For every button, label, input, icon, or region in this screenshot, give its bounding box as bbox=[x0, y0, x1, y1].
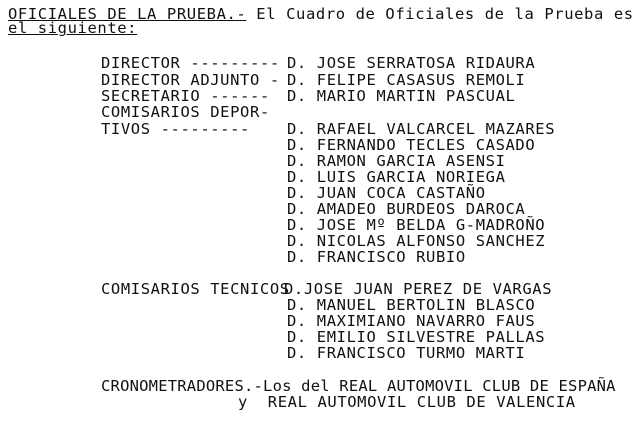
name-comisario-deportivo: D. LUIS GARCIA NORIEGA bbox=[287, 168, 506, 186]
name-director: D. JOSE SERRATOSA RIDAURA bbox=[287, 54, 536, 72]
name-comisario-deportivo: D. FERNANDO TECLES CASADO bbox=[287, 136, 536, 154]
intro-line-2: el siguiente: bbox=[8, 19, 138, 37]
name-secretario: D. MARIO MARTIN PASCUAL bbox=[287, 87, 516, 105]
name-comisario-deportivo: D. RAMON GARCIA ASENSI bbox=[287, 152, 506, 170]
name-comisario-tecnico: D.JOSE JUAN PEREZ DE VARGAS bbox=[284, 280, 553, 298]
name-comisario-tecnico: D. FRANCISCO TURMO MARTI bbox=[287, 344, 526, 362]
role-director: DIRECTOR --------- bbox=[101, 54, 280, 72]
name-comisario-tecnico: D. MANUEL BERTOLIN BLASCO bbox=[287, 296, 536, 314]
name-director-adjunto: D. FELIPE CASASUS REMOLI bbox=[287, 71, 526, 89]
intro-text: El Cuadro de Oficiales de la Prueba es bbox=[246, 5, 634, 23]
role-comisarios-deportivos-2: TIVOS --------- bbox=[101, 120, 250, 138]
role-secretario: SECRETARIO ------ bbox=[101, 87, 270, 105]
name-comisario-deportivo: D. NICOLAS ALFONSO SANCHEZ bbox=[287, 232, 546, 250]
cronometradores-line-2: y REAL AUTOMOVIL CLUB DE VALENCIA bbox=[238, 393, 576, 411]
name-comisario-deportivo: D. RAFAEL VALCARCEL MAZARES bbox=[287, 120, 556, 138]
cronometradores-line-1: CRONOMETRADORES.-Los del REAL AUTOMOVIL CLUB DE ESPAÑA bbox=[101, 377, 616, 395]
name-comisario-tecnico: D. EMILIO SILVESTRE PALLAS bbox=[287, 328, 546, 346]
name-comisario-tecnico: D. MAXIMIANO NAVARRO FAUS bbox=[287, 312, 536, 330]
role-director-adjunto: DIRECTOR ADJUNTO - bbox=[101, 71, 280, 89]
role-comisarios-tecnicos: COMISARIOS TECNICOS bbox=[101, 280, 290, 298]
name-comisario-deportivo: D. AMADEO BURDEOS DAROCA bbox=[287, 200, 526, 218]
name-comisario-deportivo: D. FRANCISCO RUBIO bbox=[287, 248, 466, 266]
name-comisario-deportivo: D. JOSE Mº BELDA G-MADROÑO bbox=[287, 216, 546, 234]
role-comisarios-deportivos-1: COMISARIOS DEPOR- bbox=[101, 103, 270, 121]
section-heading: OFICIALES DE LA PRUEBA.- bbox=[8, 5, 247, 23]
name-comisario-deportivo: D. JUAN COCA CASTAÑO bbox=[287, 184, 486, 202]
